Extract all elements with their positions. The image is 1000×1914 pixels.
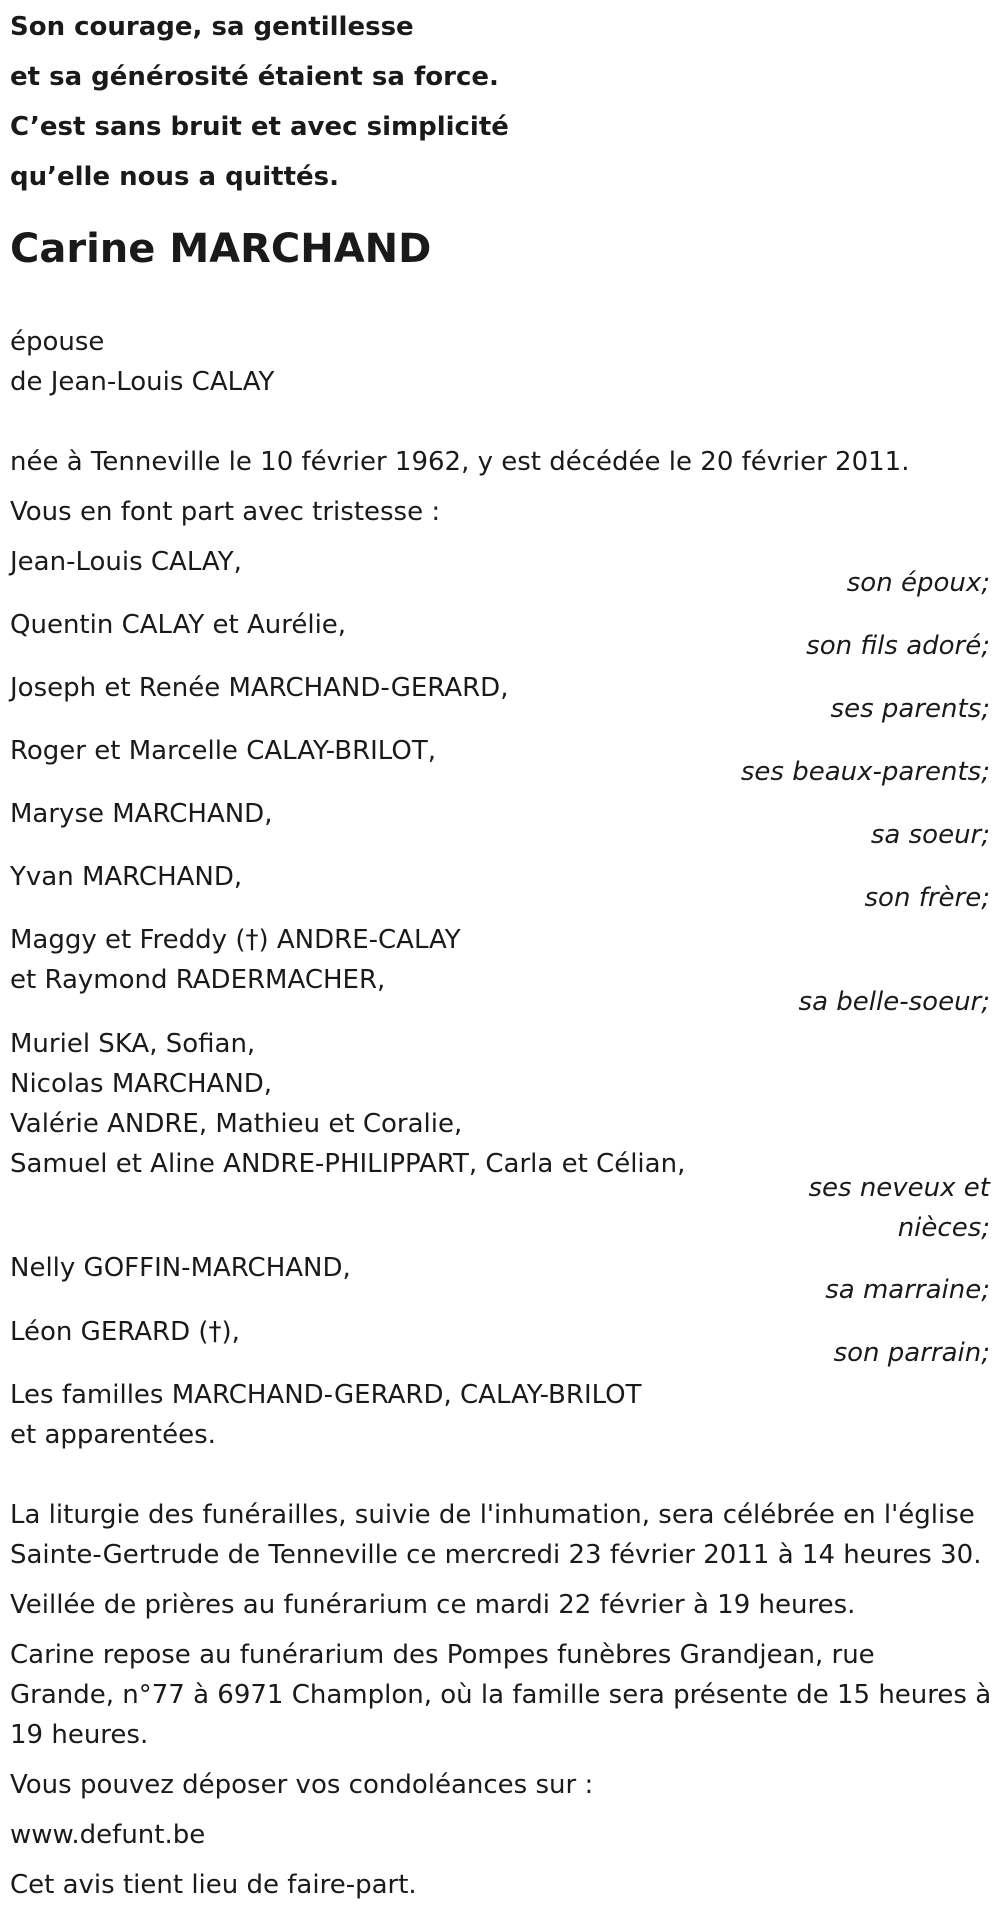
- family-names: Nelly GOFFIN-MARCHAND,: [10, 1253, 351, 1283]
- funeral-line: Sainte-Gertrude de Tenneville ce mercredi 23 février 2011 à 14 heures 30.: [10, 1540, 982, 1570]
- family-relation: son fils adoré;: [806, 631, 990, 661]
- spouse-line: [10, 322, 274, 402]
- family-name-line: et apparentées.: [10, 1420, 216, 1450]
- family-relation: ses beaux-parents;: [740, 757, 990, 787]
- family-names: Roger et Marcelle CALAY-BRILOT,: [10, 736, 436, 766]
- rest-info: [10, 1635, 991, 1755]
- family-relation: son parrain;: [833, 1338, 990, 1368]
- family-names: [10, 920, 461, 1000]
- family-name-line: et Raymond RADERMACHER,: [10, 965, 386, 995]
- family-relation: [808, 1168, 990, 1248]
- intro-verse: [10, 2, 509, 202]
- intro-line: et sa générosité étaient sa force.: [10, 62, 499, 92]
- family-names: Jean-Louis CALAY,: [10, 547, 242, 577]
- condolences-text: Vous pouvez déposer vos condoléances sur :: [10, 1770, 594, 1800]
- website-link[interactable]: www.defunt.be: [10, 1820, 206, 1850]
- family-relation: sa soeur;: [870, 820, 990, 850]
- rest-line: 19 heures.: [10, 1720, 149, 1750]
- intro-line: C’est sans bruit et avec simplicité: [10, 112, 509, 142]
- family-relation: son époux;: [846, 568, 990, 598]
- family-name-line: Maggy et Freddy (†) ANDRE-CALAY: [10, 925, 461, 955]
- family-names: [10, 1024, 685, 1184]
- family-names: Joseph et Renée MARCHAND-GERARD,: [10, 673, 509, 703]
- family-names: Maryse MARCHAND,: [10, 799, 273, 829]
- family-names: Yvan MARCHAND,: [10, 862, 243, 892]
- birth-death: née à Tenneville le 10 février 1962, y est décédée le 20 février 2011.: [10, 447, 910, 477]
- family-name-line: Nicolas MARCHAND,: [10, 1069, 273, 1099]
- family-name-line: Samuel et Aline ANDRE-PHILIPPART, Carla et Célian,: [10, 1149, 686, 1179]
- funeral-info: [10, 1495, 981, 1575]
- closing-text: Cet avis tient lieu de faire-part.: [10, 1870, 417, 1900]
- vigil-info: Veillée de prières au funérarium ce mardi 22 février à 19 heures.: [10, 1590, 856, 1620]
- announce-text: Vous en font part avec tristesse :: [10, 497, 441, 527]
- family-relation-line: nièces;: [897, 1213, 990, 1243]
- family-name-line: Les familles MARCHAND-GERARD, CALAY-BRILOT: [10, 1380, 642, 1410]
- intro-line: qu’elle nous a quittés.: [10, 162, 340, 192]
- family-relation: sa marraine;: [825, 1275, 990, 1305]
- deceased-name: Carine MARCHAND: [10, 226, 432, 272]
- spouse-label: épouse: [10, 327, 105, 357]
- family-relation: son frère;: [864, 883, 990, 913]
- family-name-line: Valérie ANDRE, Mathieu et Coralie,: [10, 1109, 463, 1139]
- intro-line: Son courage, sa gentillesse: [10, 12, 414, 42]
- family-names: [10, 1375, 642, 1455]
- family-relation-line: ses neveux et: [808, 1173, 990, 1203]
- family-names: Quentin CALAY et Aurélie,: [10, 610, 347, 640]
- family-relation: sa belle-soeur;: [798, 987, 990, 1017]
- rest-line: Carine repose au funérarium des Pompes funèbres Grandjean, rue: [10, 1640, 875, 1670]
- funeral-line: La liturgie des funérailles, suivie de l'inhumation, sera célébrée en l'église: [10, 1500, 975, 1530]
- family-name-line: Muriel SKA, Sofian,: [10, 1029, 256, 1059]
- spouse-name: de Jean-Louis CALAY: [10, 367, 275, 397]
- family-relation: ses parents;: [830, 694, 990, 724]
- family-names: Léon GERARD (†),: [10, 1317, 240, 1347]
- rest-line: Grande, n°77 à 6971 Champlon, où la famille sera présente de 15 heures à: [10, 1680, 992, 1710]
